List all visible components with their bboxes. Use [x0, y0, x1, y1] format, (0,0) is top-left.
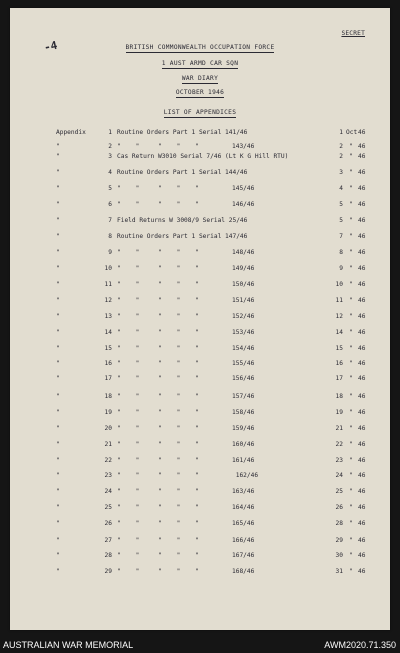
archive-footer: [0, 637, 400, 653]
appendix-row: [10, 536, 390, 545]
appendix-yr: 46: [358, 265, 366, 272]
appendix-desc: " " " " ": [117, 201, 199, 208]
appendix-yr: 46: [358, 217, 366, 224]
appendix-desc: " " " " ": [117, 457, 199, 464]
appendix-label: ": [56, 520, 60, 527]
appendix-label: ": [56, 249, 60, 256]
appendix-yr: 46: [358, 457, 366, 464]
appendix-desc: Routine Orders Part 1 Serial 147/46: [117, 233, 248, 240]
appendix-yr: 46: [358, 313, 366, 320]
appendix-day: 10: [335, 281, 343, 288]
appendix-serial: 151/46: [232, 297, 255, 304]
appendix-num: 11: [104, 281, 112, 288]
appendix-label: ": [56, 265, 60, 272]
appendix-yr: 46: [358, 472, 366, 479]
appendix-num: 29: [104, 568, 112, 575]
appendix-day: 17: [335, 375, 343, 382]
appendix-mon: ": [349, 520, 353, 527]
appendix-serial: 166/46: [232, 537, 255, 544]
appendix-day: 7: [339, 233, 343, 240]
appendix-day: 2: [339, 153, 343, 160]
appendix-day: 28: [335, 520, 343, 527]
appendix-mon: ": [349, 265, 353, 272]
appendix-serial: 167/46: [232, 552, 255, 559]
appendix-day: 14: [335, 329, 343, 336]
appendix-row: [10, 312, 390, 321]
footer-reference: AWM2020.71.350: [324, 640, 396, 650]
appendix-label: ": [56, 329, 60, 336]
appendix-label: ": [56, 233, 60, 240]
appendix-mon: ": [349, 504, 353, 511]
appendix-num: 28: [104, 552, 112, 559]
appendix-row: [10, 424, 390, 433]
appendix-day: 29: [335, 537, 343, 544]
appendix-row: [10, 359, 390, 368]
appendix-mon: ": [349, 297, 353, 304]
appendix-yr: 46: [358, 201, 366, 208]
appendix-num: 4: [108, 169, 112, 176]
appendix-num: 10: [104, 265, 112, 272]
appendix-yr: 46: [358, 297, 366, 304]
appendix-mon: ": [349, 393, 353, 400]
appendix-serial: 156/46: [232, 375, 255, 382]
appendix-mon: ": [349, 552, 353, 559]
appendix-mon: ": [349, 143, 353, 150]
appendix-desc: Field Returns W 3008/9 Serial 25/46: [117, 217, 248, 224]
appendix-mon: ": [349, 329, 353, 336]
appendix-label: ": [56, 568, 60, 575]
appendix-serial: 152/46: [232, 313, 255, 320]
appendix-num: 9: [108, 249, 112, 256]
footer-institution: AUSTRALIAN WAR MEMORIAL: [3, 640, 134, 650]
heading-force: BRITISH COMMONWEALTH OCCUPATION FORCE: [125, 44, 275, 51]
handwritten-mark: -4: [42, 38, 59, 55]
appendix-serial: 155/46: [232, 360, 255, 367]
appendix-yr: 46: [358, 185, 366, 192]
appendix-day: 23: [335, 457, 343, 464]
appendix-serial: 145/46: [232, 185, 255, 192]
appendix-yr: 46: [358, 129, 366, 136]
appendix-day: 5: [339, 217, 343, 224]
appendix-desc: " " " " ": [117, 345, 199, 352]
appendix-desc: " " " " ": [117, 472, 199, 479]
appendix-num: 1: [108, 129, 112, 136]
appendix-row: [10, 408, 390, 417]
appendix-mon: ": [349, 201, 353, 208]
appendix-mon: ": [349, 537, 353, 544]
appendix-yr: 46: [358, 409, 366, 416]
appendix-desc: Routine Orders Part 1 Serial 141/46: [117, 129, 248, 136]
appendix-label: ": [56, 297, 60, 304]
appendix-row: [10, 264, 390, 273]
appendix-serial: 165/46: [232, 520, 255, 527]
appendix-serial: 164/46: [232, 504, 255, 511]
appendix-yr: 46: [358, 345, 366, 352]
appendix-num: 15: [104, 345, 112, 352]
appendix-row: [10, 456, 390, 465]
appendix-mon: ": [349, 345, 353, 352]
appendix-num: 17: [104, 375, 112, 382]
appendix-serial: 168/46: [232, 568, 255, 575]
appendix-num: 16: [104, 360, 112, 367]
appendix-label: ": [56, 537, 60, 544]
appendix-row: [10, 200, 390, 209]
appendix-day: 11: [335, 297, 343, 304]
appendix-label: ": [56, 425, 60, 432]
appendix-label: Appendix: [56, 129, 86, 136]
appendix-day: 15: [335, 345, 343, 352]
appendix-row: [10, 471, 390, 480]
appendix-row: [10, 296, 390, 305]
appendix-row: [10, 487, 390, 496]
appendix-yr: 46: [358, 233, 366, 240]
appendix-desc: " " " " ": [117, 329, 199, 336]
appendix-desc: " " " " ": [117, 143, 199, 150]
appendix-row: [10, 216, 390, 225]
appendix-num: 3: [108, 153, 112, 160]
appendix-mon: ": [349, 568, 353, 575]
appendix-desc: " " " " ": [117, 504, 199, 511]
appendix-yr: 46: [358, 375, 366, 382]
appendix-day: 16: [335, 360, 343, 367]
appendix-num: 5: [108, 185, 112, 192]
appendix-serial: 148/46: [232, 249, 255, 256]
heading-war-diary: WAR DIARY: [181, 75, 219, 82]
appendix-row: [10, 519, 390, 528]
appendix-label: ": [56, 552, 60, 559]
appendix-row: [10, 503, 390, 512]
appendix-row: [10, 232, 390, 241]
appendix-desc: " " " " ": [117, 441, 199, 448]
appendix-serial: 159/46: [232, 425, 255, 432]
appendix-desc: Cas Return W3010 Serial 7/46 (Lt K G Hill RTU): [117, 153, 289, 160]
appendix-day: 24: [335, 472, 343, 479]
appendix-yr: 46: [358, 568, 366, 575]
appendix-desc: " " " " ": [117, 537, 199, 544]
appendix-num: 13: [104, 313, 112, 320]
appendix-serial: 149/46: [232, 265, 255, 272]
appendix-label: ": [56, 201, 60, 208]
appendix-serial: 154/46: [232, 345, 255, 352]
appendix-desc: " " " " ": [117, 409, 199, 416]
appendix-day: 19: [335, 409, 343, 416]
appendix-yr: 46: [358, 360, 366, 367]
appendix-day: 1: [339, 129, 343, 136]
appendix-yr: 46: [358, 441, 366, 448]
appendix-mon: ": [349, 441, 353, 448]
appendix-desc: " " " " ": [117, 185, 199, 192]
heading-unit: 1 AUST ARMD CAR SQN: [161, 60, 239, 67]
appendix-mon: ": [349, 233, 353, 240]
appendix-desc: " " " " ": [117, 281, 199, 288]
appendix-day: 30: [335, 552, 343, 559]
appendix-desc: " " " " ": [117, 568, 199, 575]
appendix-num: 20: [104, 425, 112, 432]
appendix-row: [10, 248, 390, 257]
appendix-serial: 157/46: [232, 393, 255, 400]
appendix-desc: " " " " ": [117, 297, 199, 304]
appendix-label: ": [56, 185, 60, 192]
appendix-label: ": [56, 153, 60, 160]
appendix-mon: ": [349, 249, 353, 256]
appendix-label: ": [56, 360, 60, 367]
appendix-num: 26: [104, 520, 112, 527]
appendix-num: 25: [104, 504, 112, 511]
appendix-row: [10, 142, 390, 151]
appendix-desc: " " " " ": [117, 552, 199, 559]
appendix-desc: " " " " ": [117, 360, 199, 367]
appendix-day: 21: [335, 425, 343, 432]
appendix-day: 3: [339, 169, 343, 176]
appendix-label: ": [56, 504, 60, 511]
appendix-desc: Routine Orders Part 1 Serial 144/46: [117, 169, 248, 176]
appendix-num: 12: [104, 297, 112, 304]
appendix-num: 14: [104, 329, 112, 336]
appendix-yr: 46: [358, 143, 366, 150]
appendix-label: ": [56, 143, 60, 150]
appendix-serial: 143/46: [232, 143, 255, 150]
appendix-mon: ": [349, 360, 353, 367]
appendix-serial: 146/46: [232, 201, 255, 208]
appendix-serial: 153/46: [232, 329, 255, 336]
appendix-serial: 161/46: [232, 457, 255, 464]
appendix-desc: " " " " ": [117, 265, 199, 272]
appendix-mon: ": [349, 375, 353, 382]
appendix-label: ": [56, 393, 60, 400]
appendix-row: [10, 128, 390, 137]
appendix-desc: " " " " ": [117, 520, 199, 527]
appendix-row: [10, 440, 390, 449]
appendix-yr: 46: [358, 329, 366, 336]
appendix-label: ": [56, 472, 60, 479]
appendix-yr: 46: [358, 504, 366, 511]
appendix-yr: 46: [358, 169, 366, 176]
appendix-desc: " " " " ": [117, 375, 199, 382]
appendix-yr: 46: [358, 393, 366, 400]
appendix-yr: 46: [358, 537, 366, 544]
appendix-mon: ": [349, 472, 353, 479]
appendix-mon: ": [349, 409, 353, 416]
appendix-row: [10, 168, 390, 177]
appendix-num: 21: [104, 441, 112, 448]
appendix-day: 4: [339, 185, 343, 192]
appendix-label: ": [56, 457, 60, 464]
appendix-serial: 163/46: [232, 488, 255, 495]
appendix-desc: " " " " ": [117, 488, 199, 495]
appendix-label: ": [56, 217, 60, 224]
appendix-yr: 46: [358, 425, 366, 432]
appendix-row: [10, 184, 390, 193]
appendix-day: 2: [339, 143, 343, 150]
appendix-num: 27: [104, 537, 112, 544]
appendix-label: ": [56, 345, 60, 352]
appendix-day: 8: [339, 249, 343, 256]
appendix-num: 8: [108, 233, 112, 240]
heading-month: OCTOBER 1946: [175, 89, 225, 96]
appendix-yr: 46: [358, 153, 366, 160]
appendix-row: [10, 328, 390, 337]
appendix-mon: ": [349, 425, 353, 432]
appendix-num: 2: [108, 143, 112, 150]
appendix-day: 22: [335, 441, 343, 448]
appendix-label: ": [56, 441, 60, 448]
appendix-num: 22: [104, 457, 112, 464]
appendix-yr: 46: [358, 281, 366, 288]
appendix-row: [10, 567, 390, 576]
appendix-desc: " " " " ": [117, 425, 199, 432]
appendix-desc: " " " " ": [117, 313, 199, 320]
appendix-yr: 46: [358, 249, 366, 256]
appendix-day: 18: [335, 393, 343, 400]
appendix-serial: 162/46: [232, 472, 259, 479]
appendix-num: 18: [104, 393, 112, 400]
appendix-day: 25: [335, 488, 343, 495]
appendix-mon: ": [349, 488, 353, 495]
appendix-mon: ": [349, 217, 353, 224]
appendix-yr: 46: [358, 552, 366, 559]
appendix-mon: ": [349, 313, 353, 320]
appendix-mon: ": [349, 153, 353, 160]
appendix-row: [10, 374, 390, 383]
appendix-label: ": [56, 313, 60, 320]
appendix-mon: ": [349, 185, 353, 192]
appendix-mon: ": [349, 169, 353, 176]
appendix-yr: 46: [358, 488, 366, 495]
appendix-row: [10, 392, 390, 401]
appendix-num: 7: [108, 217, 112, 224]
appendix-day: 9: [339, 265, 343, 272]
appendix-row: [10, 280, 390, 289]
appendix-label: ": [56, 375, 60, 382]
appendix-label: ": [56, 488, 60, 495]
appendix-row: [10, 152, 390, 161]
appendix-desc: " " " " ": [117, 393, 199, 400]
appendix-mon: ": [349, 457, 353, 464]
appendix-day: 5: [339, 201, 343, 208]
appendix-label: ": [56, 409, 60, 416]
appendix-mon: Oct: [346, 129, 358, 136]
appendix-serial: 150/46: [232, 281, 255, 288]
appendix-num: 23: [104, 472, 112, 479]
appendix-serial: 158/46: [232, 409, 255, 416]
document-page: [10, 8, 390, 630]
heading-list-of-appendices: LIST OF APPENDICES: [163, 109, 237, 116]
classification-label: SECRET: [341, 30, 365, 37]
appendix-label: ": [56, 169, 60, 176]
appendix-num: 6: [108, 201, 112, 208]
appendix-row: [10, 344, 390, 353]
appendix-serial: 160/46: [232, 441, 255, 448]
appendix-num: 19: [104, 409, 112, 416]
appendix-day: 31: [335, 568, 343, 575]
appendix-day: 12: [335, 313, 343, 320]
appendix-num: 24: [104, 488, 112, 495]
appendix-day: 26: [335, 504, 343, 511]
appendix-yr: 46: [358, 520, 366, 527]
appendix-row: [10, 551, 390, 560]
appendix-desc: " " " " ": [117, 249, 199, 256]
appendix-label: ": [56, 281, 60, 288]
appendix-mon: ": [349, 281, 353, 288]
